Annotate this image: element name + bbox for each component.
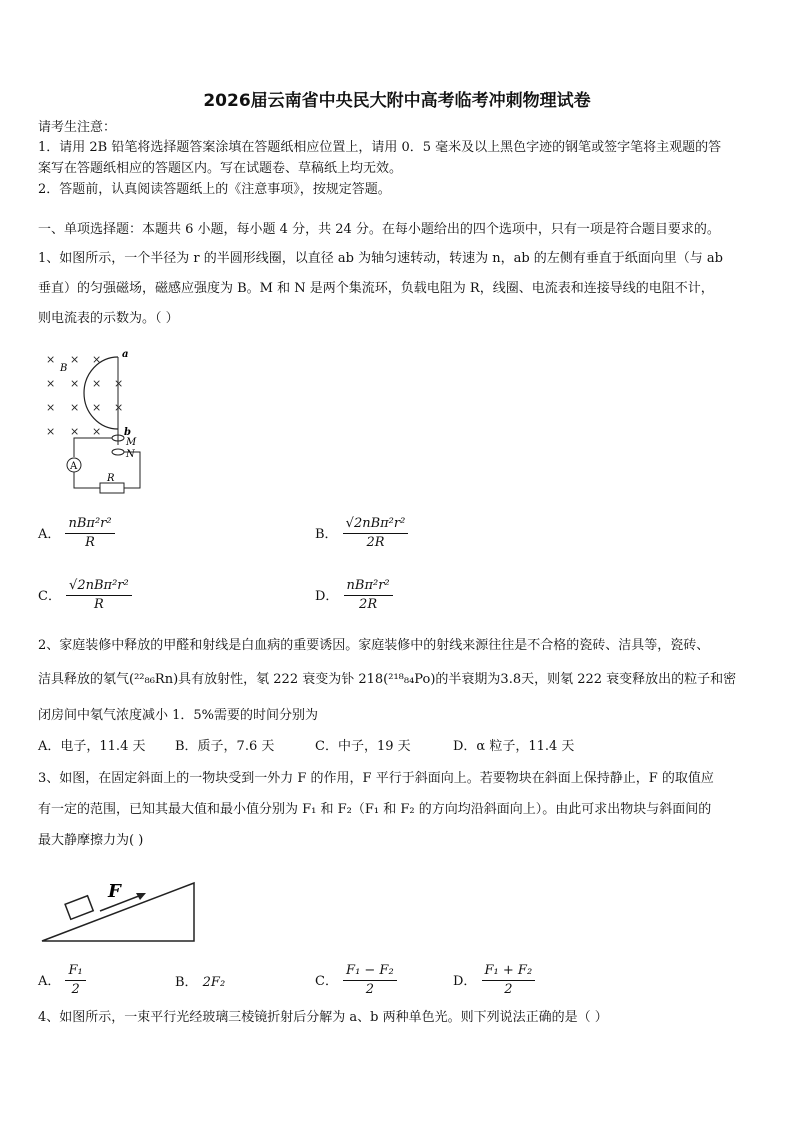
q1-option-a: A． $\frac{\text{nBπ²r²}}{R}$ — [38, 515, 115, 552]
field-x: × — [92, 425, 102, 438]
q1-line-3: 则电流表的示数为。（ ） — [38, 311, 179, 326]
field-x: × — [46, 401, 56, 414]
q1-circuit-figure — [38, 345, 148, 495]
label-A: A — [70, 461, 78, 472]
q3-option-a: A． $\frac{\text{F₁}}{2}$ — [38, 962, 86, 999]
q2-option-d: D．α 粒子，11.4 天 — [453, 739, 575, 754]
q3-line-2: 有一定的范围，已知其最大值和最小值分别为 F₁ 和 F₂（F₁ 和 F₂ 的方向均沿斜面向上）。由此可求出物块与斜面间的 — [38, 802, 712, 817]
q2-option-b: B．质子，7.6 天 — [175, 739, 275, 754]
q2-option-a: A．电子，11.4 天 — [38, 739, 146, 754]
q1-line-2: 垂直）的匀强磁场，磁感应强度为 B。M 和 N 是两个集流环，负载电阻为 R，线圈、电流表和连接导线的电阻不计， — [38, 281, 714, 296]
field-x: × — [114, 377, 124, 390]
field-x: × — [70, 377, 80, 390]
label-b: b — [124, 427, 131, 438]
field-x: × — [92, 353, 102, 366]
field-x: × — [114, 401, 124, 414]
label-N: N — [126, 449, 135, 460]
notice-heading: 请考生注意： — [38, 120, 117, 135]
field-x: × — [46, 425, 56, 438]
label-B: B — [60, 363, 68, 374]
resistor-icon — [100, 483, 124, 493]
q3-option-d: D． $\frac{\text{F₁ + F₂}}{2}$ — [453, 962, 535, 999]
field-x: × — [92, 401, 102, 414]
field-x: × — [46, 353, 56, 366]
field-x: × — [92, 377, 102, 390]
slip-ring-N — [112, 449, 124, 455]
q1-option-c: C． $\frac{\text{√2nBπ²r²}}{R}$ — [38, 577, 132, 614]
q2-line-3: 闭房间中氡气浓度减小 1．5%需要的时间分别为 — [38, 708, 319, 723]
field-x: × — [46, 377, 56, 390]
field-x: × — [70, 425, 80, 438]
block — [65, 896, 93, 920]
notice-line-1b: 案写在答题纸相应的答题区内。写在试题卷、草稿纸上均无效。 — [38, 161, 403, 176]
notice-line-1: 1．请用 2B 铅笔将选择题答案涂填在答题纸相应位置上，请用 0．5 毫米及以上黑色字迹的钢笔或签字笔将主观题的答 — [38, 140, 722, 155]
force-arrow-shaft — [100, 894, 144, 911]
wire-bottom-left — [74, 472, 100, 488]
notice-line-2: 2．答题前，认真阅读答题纸上的《注意事项》，按规定答题。 — [38, 182, 391, 197]
q4-line-1: 4、如图所示，一束平行光经玻璃三棱镜折射后分解为 a、b 两种单色光。则下列说法正确的是（ ） — [38, 1010, 608, 1025]
wire-left — [74, 438, 112, 457]
q2-line-2: 洁具释放的氡气(²²₈₆Rn)具有放射性，氡 222 衰变为钋 218(²¹⁸₈₄Po)的半衰期为3.8天，则氡 222 衰变释放出的粒子和密 — [38, 672, 737, 687]
label-F: F — [108, 881, 121, 902]
section-heading: 一、单项选择题：本题共 6 小题，每小题 4 分，共 24 分。在每小题给出的四个选项中，只有一项是符合题目要求的。 — [38, 222, 720, 237]
label-M: M — [126, 437, 137, 448]
semicircle-coil — [84, 357, 118, 429]
label-R: R — [107, 473, 115, 484]
q3-option-c: C． $\frac{\text{F₁ − F₂}}{2}$ — [315, 962, 397, 999]
q3-line-1: 3、如图，在固定斜面上的一物块受到一外力 F 的作用，F 平行于斜面向上。若要物块在斜面上保持静止，F 的取值应 — [38, 771, 714, 786]
q1-option-b: B． $\frac{\text{√2nBπ²r²}}{2R}$ — [315, 515, 408, 552]
q3-line-3: 最大静摩擦力为( ) — [38, 833, 144, 848]
q1-option-d: D． $\frac{\text{nBπ²r²}}{2R}$ — [315, 577, 393, 614]
q1-line-1: 1、如图所示，一个半径为 r 的半圆形线圈，以直径 ab 为轴匀速转动，转速为 n，ab 的左侧有垂直于纸面向里（与 ab — [38, 251, 724, 266]
field-x: × — [70, 353, 80, 366]
q2-line-1: 2、家庭装修中释放的甲醛和射线是白血病的重要诱因。家庭装修中的射线来源往往是不合格的瓷砖、洁具等，瓷砖、 — [38, 638, 710, 653]
q3-option-b: B． 2F₂ — [175, 975, 226, 990]
label-a: a — [122, 349, 129, 360]
q3-incline-figure — [38, 875, 198, 945]
q2-option-c: C．中子，19 天 — [315, 739, 411, 754]
page-title: 2026届云南省中央民大附中高考临考冲刺物理试卷 — [203, 91, 591, 111]
field-x: × — [70, 401, 80, 414]
